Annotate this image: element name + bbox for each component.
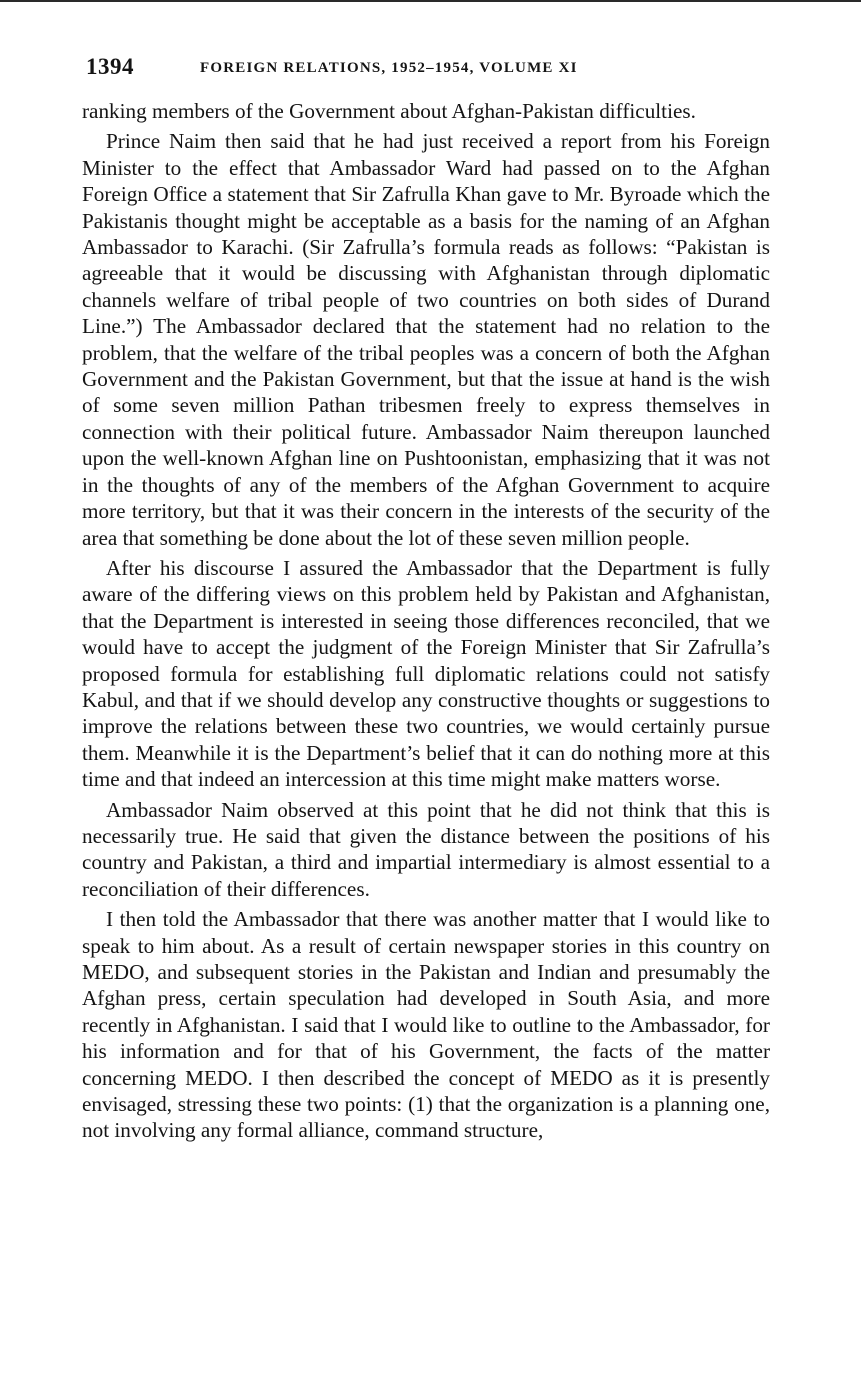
page-number: 1394 bbox=[86, 54, 134, 79]
paragraph: Ambassador Naim observed at this point that he did not think that this is necessarily true. He said that given the distance between the positions of his country and Pakistan, a third and impartial intermediary is almost essential to a reconciliation of their differences. bbox=[82, 797, 770, 901]
running-head: FOREIGN RELATIONS, 1952–1954, VOLUME XI bbox=[200, 60, 578, 76]
paragraph: After his discourse I assured the Ambassador that the Department is fully aware of the differing views on this problem held by Pakistan and Afghanistan, that the Department is interested in seeing those differences reconciled, that we would have to accept the judgment of the Foreign Minister that Sir Zafrulla’s proposed formula for establishing full diplomatic relations could not satisfy Kabul, and that if we should develop any constructive thoughts or suggestions to improve the relations between these two countries, we would certainly pursue them. Meanwhile it is the Department’s belief that it can do nothing more at this time and that indeed an intercession at this time might make matters worse. bbox=[82, 555, 770, 792]
document-body bbox=[82, 98, 770, 1148]
paragraph: I then told the Ambassador that there was another matter that I would like to speak to him about. As a result of certain newspaper stories in this country on MEDO, and subsequent stories in the Pakistan and Indian and presumably the Afghan press, certain speculation had developed in South Asia, and more recently in Afghanistan. I said that I would like to outline to the Ambassador, for his information and for that of his Government, the facts of the matter concerning MEDO. I then described the concept of MEDO as it is presently envisaged, stressing these two points: (1) that the organization is a planning one, not involving any formal alliance, command structure, bbox=[82, 907, 770, 1143]
page-header bbox=[86, 54, 776, 88]
top-border-rule bbox=[0, 0, 861, 2]
paragraph: Prince Naim then said that he had just received a report from his Foreign Minister to the effect that Ambassador Ward had passed on to the Afghan Foreign Office a statement that Sir Zafrulla Khan gave to Mr. Byroade which the Pakistanis thought might be acceptable as a basis for the naming of an Afghan Ambassador to Karachi. (Sir Zafrulla’s formula reads as follows: “Pakistan is agreeable that it would be discussing with Afghanistan through diplomatic channels welfare of tribal people of two countries on both sides of Durand Line.”) The Ambassador declared that the statement had no relation to the problem, that the welfare of the tribal peoples was a concern of both the Afghan Government and the Pakistan Government, but that the issue at hand is the wish of some seven million Pathan tribesmen freely to express themselves in connection with their political future. Ambassador Naim thereupon launched upon the well-known Afghan line on Pushtoonistan, emphasizing that it was not in the thoughts of any of the members of the Afghan Government to acquire more territory, but that it was their concern in the interests of the security of the area that something be done about the lot of these seven million people. bbox=[82, 129, 770, 550]
paragraph-continuation: ranking members of the Government about Afghan-Pakistan difficulties. bbox=[82, 99, 696, 123]
